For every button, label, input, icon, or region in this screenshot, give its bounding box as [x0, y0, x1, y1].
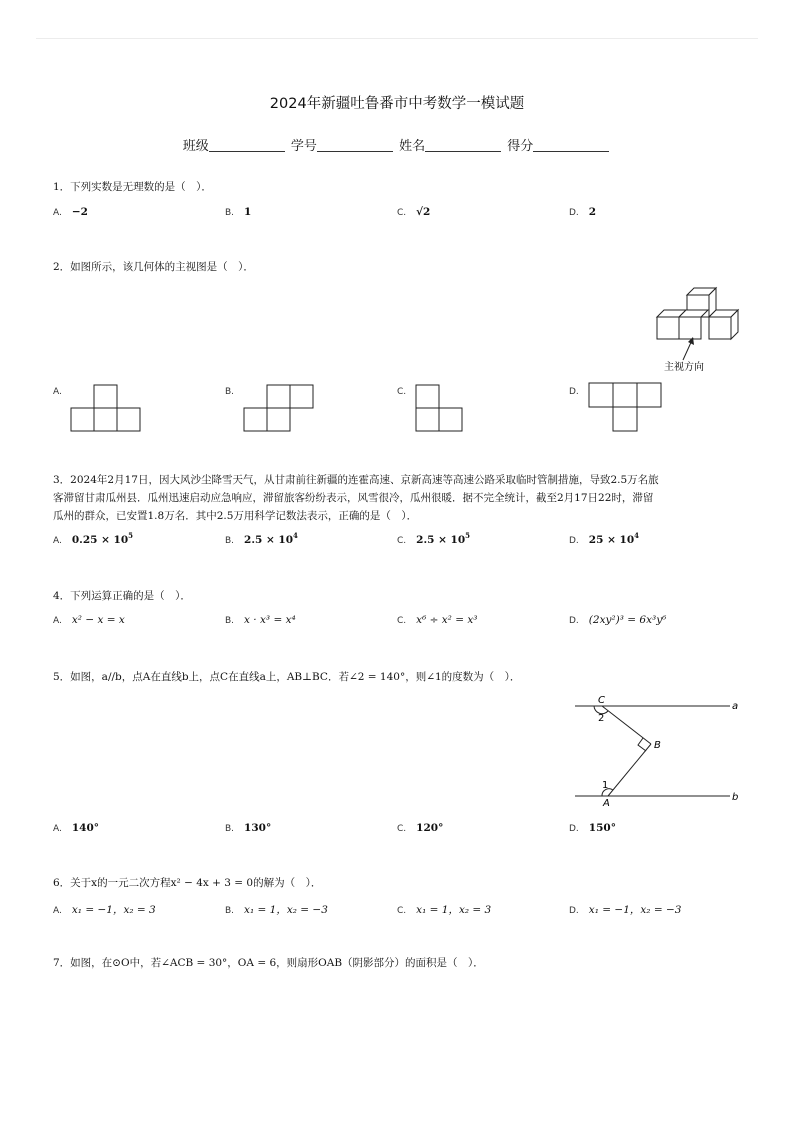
q1-option-d[interactable] — [569, 206, 596, 218]
q5-option-b[interactable]: B. 130° — [225, 822, 272, 834]
q5-option-c[interactable]: C. 120° — [397, 822, 444, 834]
option-label: B. — [225, 208, 235, 218]
segment-cb — [602, 706, 651, 744]
q5-option-d[interactable]: D. 150° — [569, 822, 616, 834]
q4-option-d[interactable]: D. (2xy²)³ = 6x³y⁶ — [569, 614, 667, 626]
q3-option-d[interactable]: D. $25 \times 10^4$ — [569, 531, 640, 546]
q6-option-c[interactable]: C. x₁ = 1，x₂ = 3 — [397, 904, 492, 916]
q2-option-c-figure[interactable] — [415, 384, 465, 432]
point-b-label: B — [654, 740, 661, 751]
question-3-stem-line-2: 客滞留甘肃瓜州县．瓜州迅速启动应急响应，滞留旅客纷纷表示，风雪很冷，瓜州很暖．据不完全统计，截至2月17日22时，滞留 — [53, 492, 654, 504]
question-4-stem: 4．下列运算正确的是（ ）． — [53, 590, 191, 602]
q1-option-c[interactable] — [397, 206, 430, 218]
page-title: 2024年新疆吐鲁番市中考数学一模试题 — [269, 96, 525, 112]
q4-option-c[interactable]: C. x⁶ ÷ x² = x³ — [397, 614, 478, 626]
point-c-label: C — [598, 695, 605, 706]
option-exponent: 5 — [465, 531, 471, 540]
option-exponent: 5 — [128, 531, 134, 540]
question-7-stem: 7．如图，在⊙O中，若∠ACB = 30°，OA = 6，则扇形OAB（阴影部分）的面积是（ ）． — [53, 957, 484, 969]
option-label: D. — [569, 208, 579, 218]
option-value: x⁶ ÷ x² = x³ — [416, 614, 478, 626]
q6-option-d[interactable]: D. x₁ = −1，x₂ = −3 — [569, 904, 682, 916]
q2-option-a-label[interactable]: A. — [53, 387, 62, 397]
option-value: √2 — [416, 206, 431, 218]
line-b-label: b — [732, 792, 739, 803]
question-1-stem: 1．下列实数是无理数的是（ ）． — [53, 181, 212, 193]
student-info-row — [0, 135, 794, 154]
q5-option-a[interactable]: A. 140° — [53, 822, 100, 834]
angle-2-label: 2 — [598, 713, 605, 724]
option-value: x · x³ = x⁴ — [244, 614, 296, 626]
option-value: x₁ = −1，x₂ = 3 — [71, 904, 156, 916]
option-base: 2.5 × 10 — [244, 534, 294, 546]
q2-option-d-label[interactable]: D. — [569, 387, 579, 397]
option-base: 0.25 × 10 — [71, 534, 129, 546]
point-a-label: A — [603, 798, 610, 809]
option-value: 150° — [588, 822, 616, 834]
question-3-stem-line-1: 3．2024年2月17日，因大风沙尘降雪天气，从甘肃前往新疆的连霍高速、京新高速等高速公路采取临时管制措施，导致2.5万名旅 — [53, 474, 659, 486]
question-2-stem: 2．如图所示，该几何体的主视图是（ ）． — [53, 261, 254, 273]
number-label: 学号 — [290, 139, 317, 154]
class-label: 班级 — [182, 139, 209, 154]
name-label: 姓名 — [399, 139, 426, 154]
option-value: x₁ = −1，x₂ = −3 — [588, 904, 682, 916]
q2-solid-figure — [650, 284, 750, 380]
q2-option-c-label[interactable]: C. — [397, 387, 407, 397]
q1-option-a[interactable] — [53, 206, 88, 218]
q4-option-a[interactable]: A. x² − x = x — [53, 614, 125, 626]
q5-geometry-figure — [572, 694, 742, 809]
option-value: 140° — [71, 822, 100, 834]
class-blank[interactable] — [209, 139, 285, 152]
option-base: 25 × 10 — [588, 534, 635, 546]
q3-option-b[interactable]: B. $2.5 \times 10^4$ — [225, 531, 298, 546]
option-value: (2xy²)³ = 6x³y⁶ — [588, 614, 667, 626]
option-value: 2 — [588, 206, 597, 218]
view-direction-label: 主视方向 — [664, 362, 704, 373]
score-label: 得分 — [507, 139, 534, 154]
option-exponent: 4 — [634, 531, 640, 540]
option-label: C. — [397, 208, 407, 218]
question-6-stem: 6．关于x的一元二次方程x² − 4x + 3 = 0的解为（ ）． — [53, 877, 322, 889]
right-angle-mark — [638, 738, 646, 751]
q2-option-b-label[interactable]: B. — [225, 387, 235, 397]
q3-option-a[interactable]: A. $0.25 \times 10^5$ — [53, 531, 134, 546]
line-a-label: a — [732, 701, 739, 712]
question-3-stem-line-3: 瓜州的群众，已安置1.8万名．其中2.5万用科学记数法表示，正确的是（ ）． — [53, 510, 418, 522]
number-blank[interactable] — [317, 139, 393, 152]
header-rule — [36, 38, 758, 39]
q2-option-b-figure[interactable] — [243, 384, 315, 432]
score-blank[interactable] — [533, 139, 609, 152]
q3-option-c[interactable]: C. $2.5 \times 10^5$ — [397, 531, 471, 546]
option-label: A. — [53, 208, 62, 218]
q6-option-b[interactable]: B. x₁ = 1，x₂ = −3 — [225, 904, 328, 916]
option-value: −2 — [71, 206, 88, 218]
angle-1-label: 1 — [602, 780, 609, 791]
q1-option-b[interactable] — [225, 206, 251, 218]
option-value: x₁ = 1，x₂ = −3 — [244, 904, 328, 916]
option-exponent: 4 — [293, 531, 298, 540]
option-value: x² − x = x — [71, 614, 125, 626]
question-5-stem: 5．如图，a//b，点A在直线b上，点C在直线a上，AB⊥BC．若∠2 = 140°，则∠1的度数为（ ）． — [53, 671, 521, 683]
option-value: 120° — [416, 822, 444, 834]
q2-option-d-figure[interactable] — [588, 382, 664, 432]
option-base: 2.5 × 10 — [416, 534, 466, 546]
q6-option-a[interactable]: A. x₁ = −1，x₂ = 3 — [53, 904, 156, 916]
option-value: 1 — [244, 206, 252, 218]
q4-option-b[interactable]: B. x · x³ = x⁴ — [225, 614, 296, 626]
option-value: 130° — [244, 822, 272, 834]
option-value: x₁ = 1，x₂ = 3 — [416, 904, 492, 916]
q2-option-a-figure[interactable] — [71, 384, 141, 432]
name-blank[interactable] — [425, 139, 501, 152]
segment-ba — [608, 744, 651, 796]
